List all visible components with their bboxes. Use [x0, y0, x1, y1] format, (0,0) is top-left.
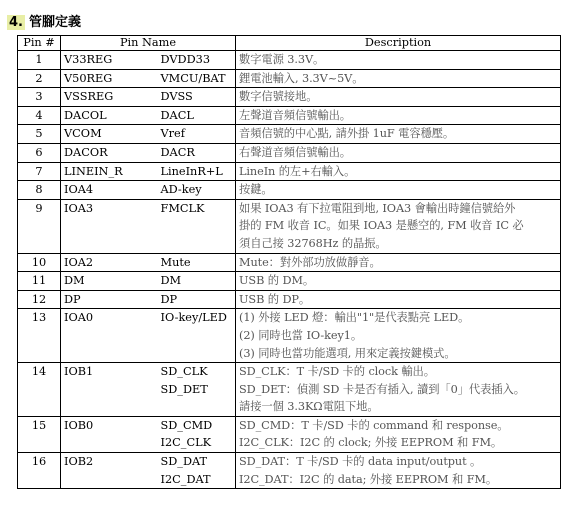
pin-name-alternate-line: DVDD33: [160, 53, 211, 66]
pin-name-alternate-line: SD_DET: [160, 382, 208, 396]
header-pin-number: Pin #: [18, 36, 61, 51]
pin-name-alternate: [158, 162, 236, 181]
pin-number: 15: [18, 416, 61, 452]
pin-name-primary: IOA4: [61, 181, 158, 200]
pin-number: 4: [18, 106, 61, 125]
pin-name-alternate: [158, 416, 236, 452]
pin-number: 12: [18, 290, 61, 309]
pin-name-primary: IOA0: [61, 309, 158, 363]
pin-description: [236, 125, 561, 144]
table-row: [18, 453, 561, 489]
table-row: [18, 309, 561, 363]
pin-description-line: 掛的 FM 收音 IC。如果 IOA3 是懸空的, FM 收音 IC 必: [239, 219, 524, 233]
pin-name-primary: DACOR: [61, 143, 158, 162]
pin-description-line: SD_CLK：T 卡/SD 卡的 clock 輸出。: [239, 365, 435, 379]
pin-name-alternate-line: SD_CLK: [160, 365, 208, 379]
pin-description: [236, 143, 561, 162]
pin-name-alternate-line: SD_DAT: [160, 455, 208, 469]
pin-description-line: 須自己接 32768Hz 的晶振。: [239, 236, 387, 250]
section-title: 管腳定義: [28, 15, 81, 30]
pin-name-alternate: [158, 69, 236, 88]
pin-name-primary: IOA3: [61, 199, 158, 253]
pin-number: 13: [18, 309, 61, 363]
table-row: [18, 69, 561, 88]
pin-name-primary: IOB1: [61, 363, 158, 417]
pin-name-alternate-line: VMCU/BAT: [160, 71, 226, 85]
pin-name-primary: VSSREG: [61, 88, 158, 107]
pin-name-primary: V50REG: [61, 69, 158, 88]
pin-number: 6: [18, 143, 61, 162]
pin-name-alternate: [158, 199, 236, 253]
pin-description: [236, 51, 561, 70]
table-row: [18, 143, 561, 162]
pin-description: [236, 162, 561, 181]
table-row: [18, 88, 561, 107]
pin-description-line: 數字信號接地。: [239, 90, 318, 104]
pin-name-primary: DM: [61, 272, 158, 291]
pin-number: 2: [18, 69, 61, 88]
pin-description-line: 鋰電池輸入, 3.3V~5V。: [239, 71, 364, 85]
pin-description-line: 如果 IOA3 有下拉電阻到地, IOA3 會輸出時鐘信號給外: [239, 201, 516, 215]
table-row: [18, 162, 561, 181]
pin-name-alternate-line: DVSS: [160, 90, 193, 104]
pin-name-primary: DP: [61, 290, 158, 309]
pin-name-alternate-line: I2C_CLK: [160, 436, 212, 450]
table-row: [18, 181, 561, 200]
table-header-row: [18, 36, 561, 51]
pin-name-alternate-line: DP: [160, 292, 178, 306]
pin-name-alternate-line: Vref: [160, 127, 185, 141]
pin-name-alternate: [158, 453, 236, 489]
pin-name-alternate-line: I2C_DAT: [160, 472, 211, 486]
pin-name-alternate-line: DM: [160, 274, 182, 288]
pin-description-line: (3) 同時也當功能選項, 用來定義按鍵模式。: [239, 346, 456, 360]
table-row: [18, 51, 561, 70]
pin-name-primary: IOA2: [61, 253, 158, 272]
pin-name-alternate-line: FMCLK: [160, 201, 205, 215]
pin-description-line: 按鍵。: [239, 183, 273, 197]
pin-description: [236, 181, 561, 200]
pin-name-alternate: [158, 143, 236, 162]
table-row: [18, 253, 561, 272]
pin-description: [236, 416, 561, 452]
pin-name-alternate-line: Mute: [160, 255, 191, 269]
pin-name-primary: VCOM: [61, 125, 158, 144]
pin-description: [236, 272, 561, 291]
pin-description-line: 數字電源 3.3V。: [239, 53, 325, 66]
pin-description-line: 音頻信號的中心點, 請外掛 1uF 電容穩壓。: [239, 127, 455, 141]
pin-name-alternate-line: IO-key/LED: [160, 311, 227, 325]
pin-name-primary: V33REG: [61, 51, 158, 70]
pin-rows: [18, 51, 561, 489]
pin-description: [236, 106, 561, 125]
table-row: [18, 125, 561, 144]
table-row: [18, 290, 561, 309]
pin-name-primary: IOB2: [61, 453, 158, 489]
pin-name-alternate-line: SD_CMD: [160, 418, 213, 432]
table-row: [18, 416, 561, 452]
pin-description: [236, 253, 561, 272]
pin-description: [236, 199, 561, 253]
pin-name-alternate: [158, 88, 236, 107]
pin-number: 14: [18, 363, 61, 417]
pin-name-alternate: [158, 309, 236, 363]
section-number: 4.: [9, 15, 23, 30]
table-row: [18, 106, 561, 125]
pin-number: 10: [18, 253, 61, 272]
pin-description-line: SD_DAT：T 卡/SD 卡的 data input/output 。: [239, 455, 482, 469]
pin-number: 11: [18, 272, 61, 291]
pin-description-line: SD_DET：偵測 SD 卡是否有插入, 讀到「0」代表插入。: [239, 382, 525, 396]
pin-description-line: I2C_CLK：I2C 的 clock; 外接 EEPROM 和 FM。: [239, 436, 503, 450]
pin-name-primary: DACOL: [61, 106, 158, 125]
pin-description: [236, 69, 561, 88]
pin-description: [236, 309, 561, 363]
pin-number: 3: [18, 88, 61, 107]
pin-description-line: 左聲道音頻信號輸出。: [239, 108, 351, 122]
pin-description-line: SD_CMD：T 卡/SD 卡的 command 和 response。: [239, 418, 509, 432]
pin-description-line: (1) 外接 LED 燈：輸出"1"是代表點亮 LED。: [239, 311, 470, 325]
header-description: Description: [236, 36, 561, 51]
table-row: [18, 199, 561, 253]
pin-number: 8: [18, 181, 61, 200]
pin-name-alternate-line: DACL: [160, 108, 194, 122]
pin-number: 16: [18, 453, 61, 489]
pin-name-alternate: [158, 125, 236, 144]
pin-description-line: USB 的 DP。: [239, 292, 311, 306]
pin-description: [236, 453, 561, 489]
pin-description-line: I2C_DAT：I2C 的 data; 外接 EEPROM 和 FM。: [239, 472, 498, 486]
pin-description: [236, 88, 561, 107]
pin-number: 5: [18, 125, 61, 144]
section-heading: [7, 15, 81, 31]
pin-description: [236, 363, 561, 417]
pin-description-line: 請接一個 3.3KΩ電阻下地。: [239, 400, 379, 414]
pin-name-alternate-line: DACR: [160, 145, 195, 159]
pin-name-alternate: [158, 272, 236, 291]
pin-name-alternate: [158, 253, 236, 272]
pin-name-alternate: [158, 363, 236, 417]
pin-description-line: (2) 同時也當 IO-key1。: [239, 328, 363, 342]
pin-name-alternate: [158, 106, 236, 125]
pin-number: 1: [18, 51, 61, 70]
table-row: [18, 363, 561, 417]
pin-number: 9: [18, 199, 61, 253]
pin-description-line: LineIn 的左+右輸入。: [239, 164, 356, 178]
pin-description-line: USB 的 DM。: [239, 274, 315, 288]
header-pin-name: Pin Name: [61, 36, 236, 51]
pin-description-line: 右聲道音頻信號輸出。: [239, 145, 351, 159]
pin-name-alternate-line: LineInR+L: [160, 164, 223, 178]
pin-description-line: Mute：對外部功放做靜音。: [239, 255, 381, 269]
pin-description: [236, 290, 561, 309]
pin-name-primary: LINEIN_R: [61, 162, 158, 181]
pin-name-primary: IOB0: [61, 416, 158, 452]
pin-name-alternate: [158, 181, 236, 200]
pin-name-alternate-line: AD-key: [160, 183, 202, 197]
pin-number: 7: [18, 162, 61, 181]
pin-name-alternate: [158, 51, 236, 70]
pin-name-alternate: [158, 290, 236, 309]
pin-definition-table: [17, 35, 561, 489]
table-row: [18, 272, 561, 291]
